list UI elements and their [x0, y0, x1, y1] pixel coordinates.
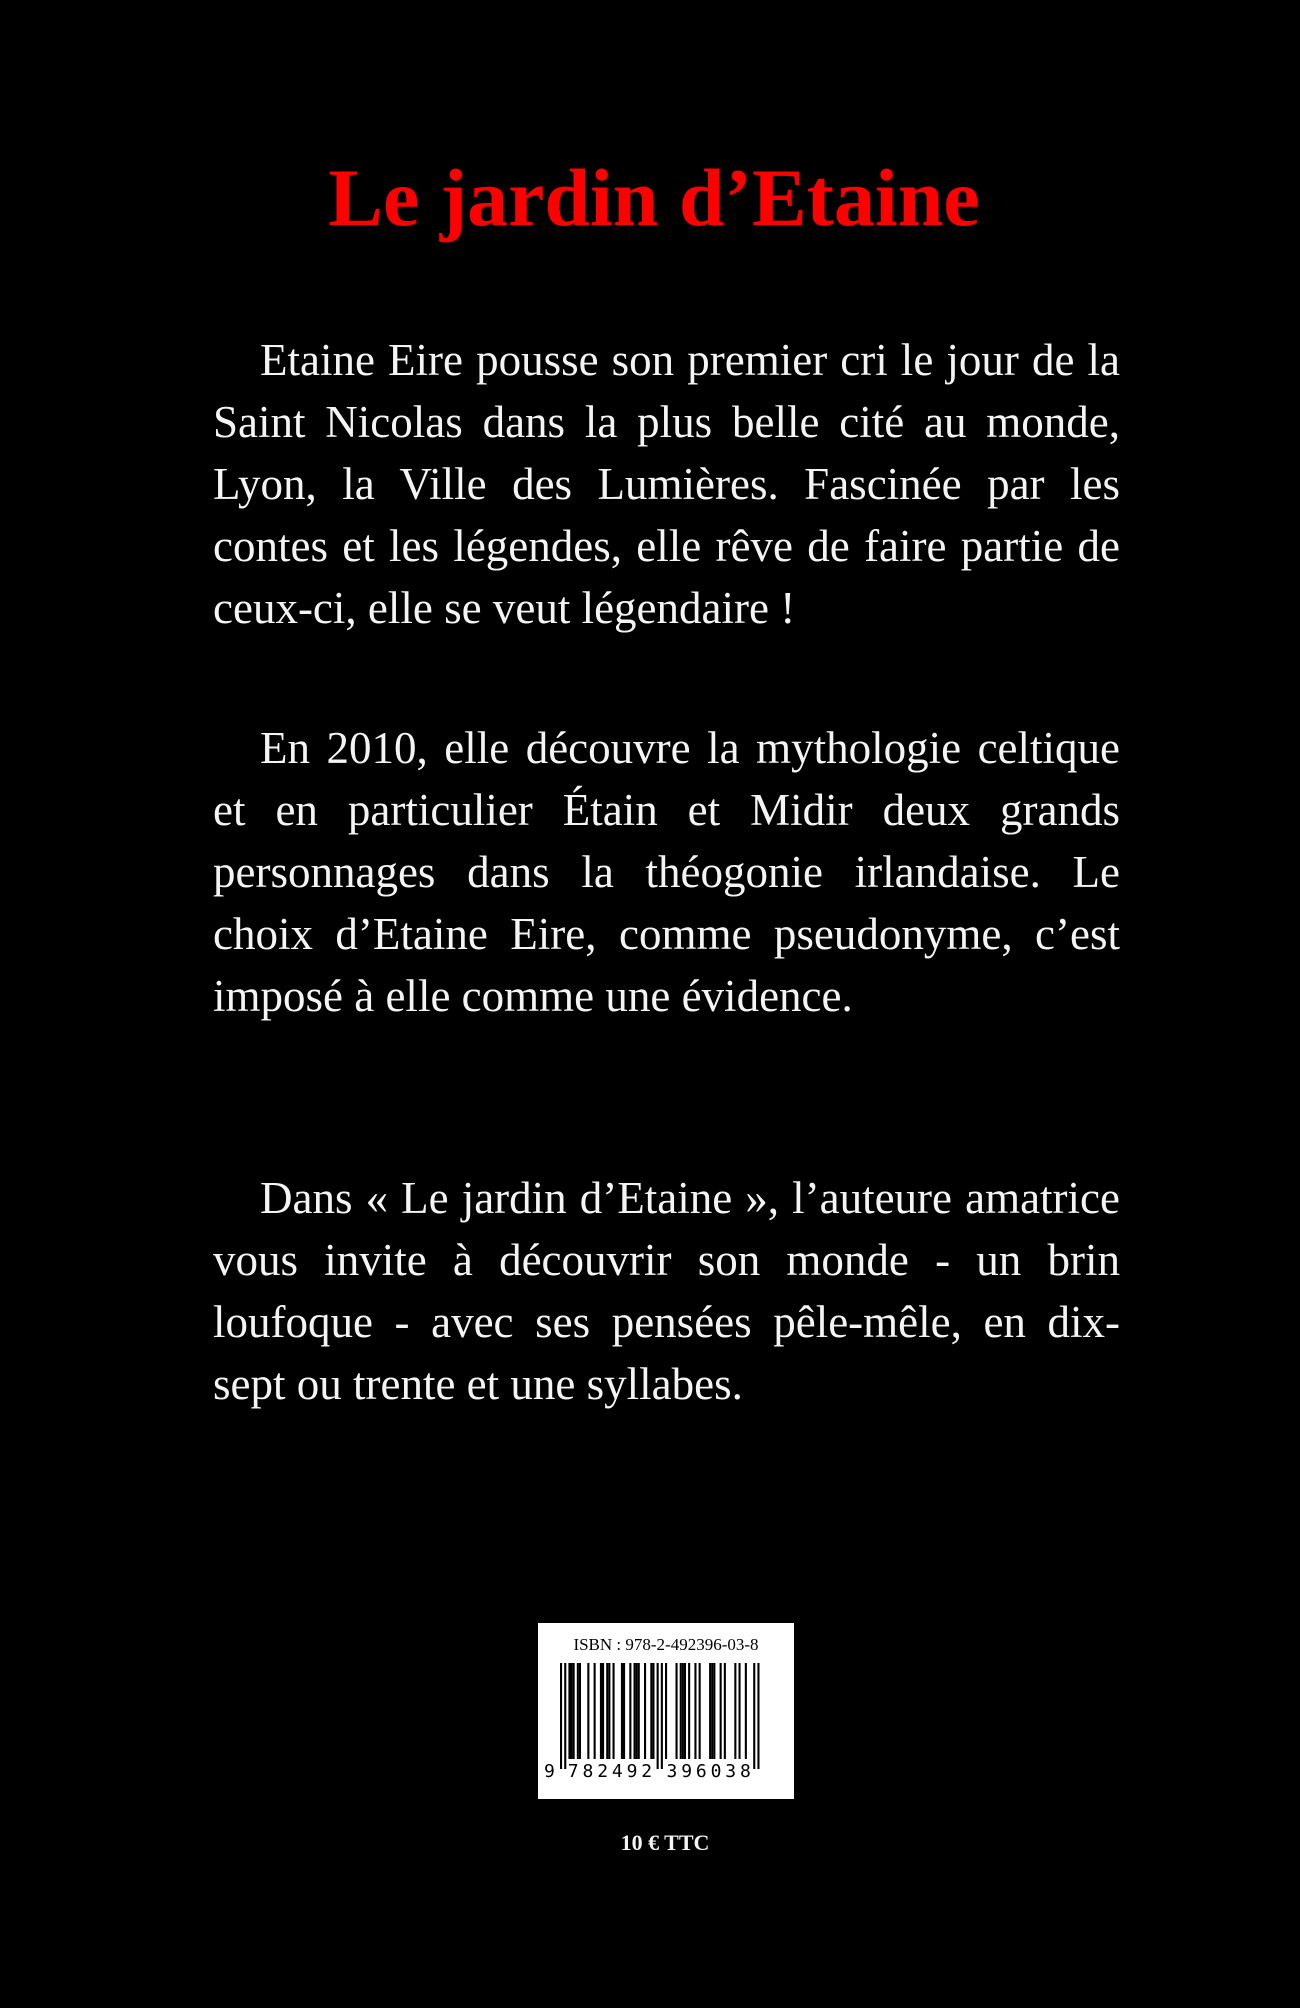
barcode-bar [694, 1663, 696, 1759]
barcode-bar [573, 1663, 575, 1759]
barcode-bar [594, 1663, 596, 1759]
barcode-digit: 8 [582, 1761, 594, 1782]
barcode-bar [657, 1663, 659, 1769]
barcode-digit: 2 [641, 1761, 653, 1782]
barcode-bar [745, 1663, 747, 1759]
synopsis-paragraph-1: Etaine Eire pousse son premier cri le jour de la Saint Nicolas dans la plus belle cité au monde, Lyon, la Ville des Lumières. Fascinée par les contes et les légendes, elle rêve de faire partie de ceux-ci, elle se veut légendaire ! [213, 335, 1120, 633]
barcode-bar [688, 1663, 690, 1759]
barcode-bar [621, 1663, 623, 1759]
barcode-digit: 9 [544, 1761, 555, 1782]
barcode-digit: 9 [681, 1761, 693, 1782]
barcode-bar [709, 1663, 711, 1759]
barcode-digit: 8 [740, 1761, 751, 1782]
barcode-digit: 4 [611, 1761, 623, 1782]
barcode-digit: 9 [626, 1761, 638, 1782]
barcode-bar [739, 1663, 741, 1759]
barcode-bar [613, 1663, 615, 1759]
barcode-bar [661, 1663, 663, 1769]
barcode-bar [720, 1663, 722, 1759]
barcode-bar [564, 1663, 566, 1769]
barcode-bar [734, 1663, 736, 1759]
isbn-barcode-block [538, 1623, 794, 1799]
barcode-bar [711, 1663, 713, 1759]
barcode-bar [699, 1663, 701, 1759]
barcode-digit: 6 [695, 1761, 707, 1782]
barcode-bar [579, 1663, 581, 1759]
isbn-label: ISBN : 978-2-492396-03-8 [573, 1635, 759, 1654]
barcode-digit: 3 [666, 1761, 678, 1782]
barcode-bar [680, 1663, 682, 1759]
barcode-bar [577, 1663, 579, 1759]
barcode-digit: 2 [597, 1761, 609, 1782]
price-label: 10 € TTC [620, 1830, 710, 1855]
barcode-digit: 3 [725, 1761, 737, 1782]
barcode-bar [560, 1663, 562, 1769]
barcode-bar [713, 1663, 715, 1759]
synopsis-paragraph-2: En 2010, elle découvre la mythologie celtique et en particulier Étain et Midir deux grands personnages dans la théogonie irlandaise. Le choix d’Etaine Eire, comme pseudonyme, c’est imposé à elle comme une évidence. [213, 723, 1120, 1021]
barcode-bar [600, 1663, 602, 1759]
barcode-bar [634, 1663, 636, 1759]
barcode-bar [650, 1663, 652, 1759]
barcode-digit: 7 [567, 1761, 579, 1782]
barcode-bar [757, 1663, 759, 1769]
barcode-bar [684, 1663, 686, 1759]
barcode-bar [724, 1663, 726, 1759]
barcode-bar [606, 1663, 608, 1759]
barcode-bar [636, 1663, 638, 1759]
barcode-bar [644, 1663, 646, 1759]
barcode-bar [676, 1663, 678, 1759]
barcode-bar [682, 1663, 684, 1759]
synopsis-paragraph-3: Dans « Le jardin d’Etaine », l’auteure amatrice vous invite à découvrir son monde - un brin loufoque - avec ses pensées pêle-mêle, en dix-sept ou trente et une syllabes. [213, 1173, 1120, 1409]
barcode-bar [629, 1663, 631, 1759]
barcode-bar [652, 1663, 654, 1759]
barcode-bar [568, 1663, 570, 1759]
barcode-digit: 0 [710, 1761, 722, 1782]
barcode-image [538, 1659, 794, 1791]
barcode-bar [665, 1663, 667, 1759]
barcode-bar [623, 1663, 625, 1759]
barcode-bar [608, 1663, 610, 1759]
barcode-bar [753, 1663, 755, 1769]
barcode-bar [602, 1663, 604, 1759]
barcode-bar [587, 1663, 589, 1759]
book-title: Le jardin d’Etaine [328, 152, 980, 243]
barcode-bar [571, 1663, 573, 1759]
barcode-bar [638, 1663, 640, 1759]
